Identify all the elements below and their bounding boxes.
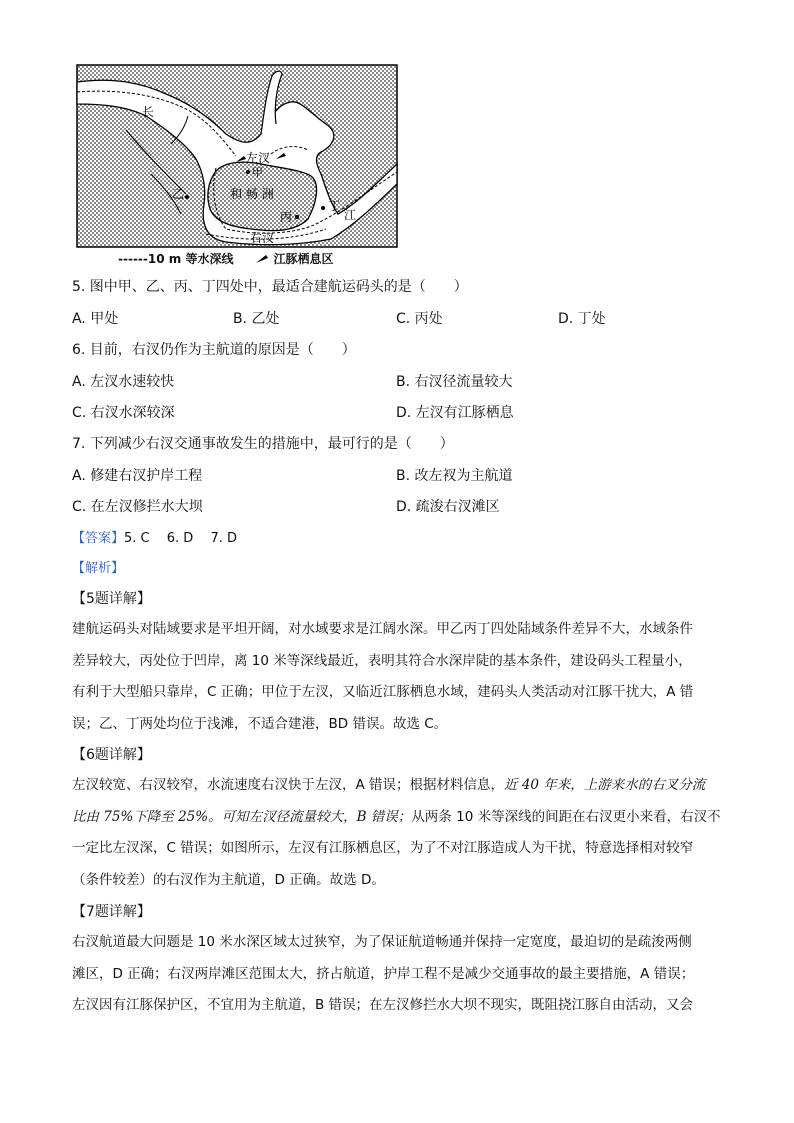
- dolphin-legend-icon: [255, 254, 269, 264]
- detail-6-line: 一定比左汊深，C 错误；如图所示，左汊有江豚栖息区，为了不对江豚造成人为干扰，特意选择相对较窄: [72, 840, 694, 856]
- detail-6-body: [72, 770, 722, 896]
- detail-6-text: 左汊较宽、右汊较窄，水流速度右汊快于左汊，A 错误；根据材料信息，: [72, 777, 505, 793]
- label-jiang: 江: [344, 208, 357, 222]
- detail-6-quote: 比由 75%下降至 25%。可知左汊径流量较大，B 错误；: [72, 808, 412, 825]
- label-bing: 丙: [280, 210, 293, 224]
- question-5-stem: 5. 图中甲、乙、丙、丁四处中，最适合建航运码头的是（ ）: [72, 279, 468, 295]
- label-chang: 长: [142, 105, 155, 119]
- answer-tag: 【答案】: [72, 531, 125, 546]
- point-bing: [295, 215, 299, 219]
- q7-option-c: C. 在左汊修拦水大坝: [72, 499, 203, 515]
- label-island: 和 畅 洲: [230, 187, 274, 201]
- analysis-tag: 【解析】: [72, 561, 125, 576]
- detail-7-line: 左汊因有江豚保护区，不宜用为主航道，B 错误；在左汊修拦水大坝不现实，既阻挠江豚自由活动，又会: [72, 997, 694, 1013]
- answer-line: [72, 527, 237, 546]
- label-yi: 乙: [172, 187, 185, 201]
- point-jia: [246, 170, 250, 174]
- q6-option-d: D. 左汊有江豚栖息: [396, 405, 514, 421]
- q5-option-d: D. 丁处: [558, 311, 606, 327]
- label-ding: 丁: [328, 199, 341, 213]
- detail-6-line: （条件较差）的右汊作为主航道，D 正确。故选 D。: [72, 871, 385, 888]
- detail-7-line: 滩区，D 正确；右汊两岸滩区范围太大，挤占航道，护岸工程不是减少交通事故的最主要措施，A 错误；: [72, 965, 695, 982]
- detail-5-body: [72, 614, 722, 740]
- river-map-figure: [76, 64, 398, 248]
- point-yi: [185, 195, 189, 199]
- detail-7-body: [72, 927, 722, 1022]
- detail-5-line: 差异较大，丙处位于凹岸，离 10 米等深线最近，表明其符合水深岸陡的基本条件，建设码头工程量小，: [72, 652, 692, 669]
- q5-option-c: C. 丙处: [396, 311, 443, 327]
- label-jia: 甲: [252, 166, 263, 179]
- question-6-stem: 6. 目前，右汊仍作为主航道的原因是（ ）: [72, 342, 356, 358]
- label-zuocha: 左汊: [246, 151, 271, 165]
- detail-5-title: 【5题详解】: [72, 591, 151, 607]
- detail-6-quote: 近 40 年来，上游来水的右叉分流: [504, 777, 706, 793]
- detail-5-line: 误；乙、丁两处均位于浅滩，不适合建港，BD 错误。故选 C。: [72, 715, 448, 732]
- q7-option-b: B. 改左衩为主航道: [396, 468, 513, 484]
- q7-option-d: D. 疏浚右汊滩区: [396, 499, 500, 515]
- label-youcha: 右汊: [250, 231, 275, 245]
- q6-option-a: A. 左汊水速较快: [72, 374, 175, 390]
- q5-option-a: A. 甲处: [72, 311, 119, 327]
- answer-text: 5. C 6. D 7. D: [124, 531, 237, 546]
- river-map: [76, 64, 398, 248]
- legend-dolphin-label: 江豚栖息区: [273, 252, 334, 266]
- detail-6-title: 【6题详解】: [72, 747, 151, 763]
- detail-5-line: 有利于大型船只靠岸，C 正确；甲位于左汊，又临近江豚栖息水域，建码头人类活动对江豚干扰大，A 错: [72, 684, 694, 700]
- q6-option-b: B. 右汊径流量较大: [396, 374, 513, 390]
- q6-option-c: C. 右汊水深较深: [72, 405, 175, 421]
- question-7-stem: 7. 下列减少右汊交通事故发生的措施中，最可行的是（ ）: [72, 436, 454, 452]
- detail-5-line: 建航运码头对陆域要求是平坦开阔，对水域要求是江阔水深。甲乙丙丁四处陆域条件差异不大，水域条件: [72, 621, 693, 637]
- detail-7-title: 【7题详解】: [72, 904, 151, 920]
- detail-6-text: 从两条 10 米等深线的间距在右汊更小来看，右汊不: [411, 808, 721, 825]
- legend-depth-line: ------10 m 等水深线: [118, 252, 234, 266]
- point-ding: [321, 206, 325, 210]
- q7-option-a: A. 修建右汊护岸工程: [72, 468, 203, 484]
- legend-dolphin: [255, 250, 333, 267]
- q5-option-b: B. 乙处: [233, 311, 280, 327]
- detail-6-line: [72, 770, 722, 802]
- detail-7-line: 右汊航道最大问题是 10 米水深区域太过狭窄，为了保证航道畅通并保持一定宽度，最迫切的是疏浚两侧: [72, 934, 692, 950]
- detail-6-line: [72, 802, 722, 834]
- map-legend: [118, 250, 333, 267]
